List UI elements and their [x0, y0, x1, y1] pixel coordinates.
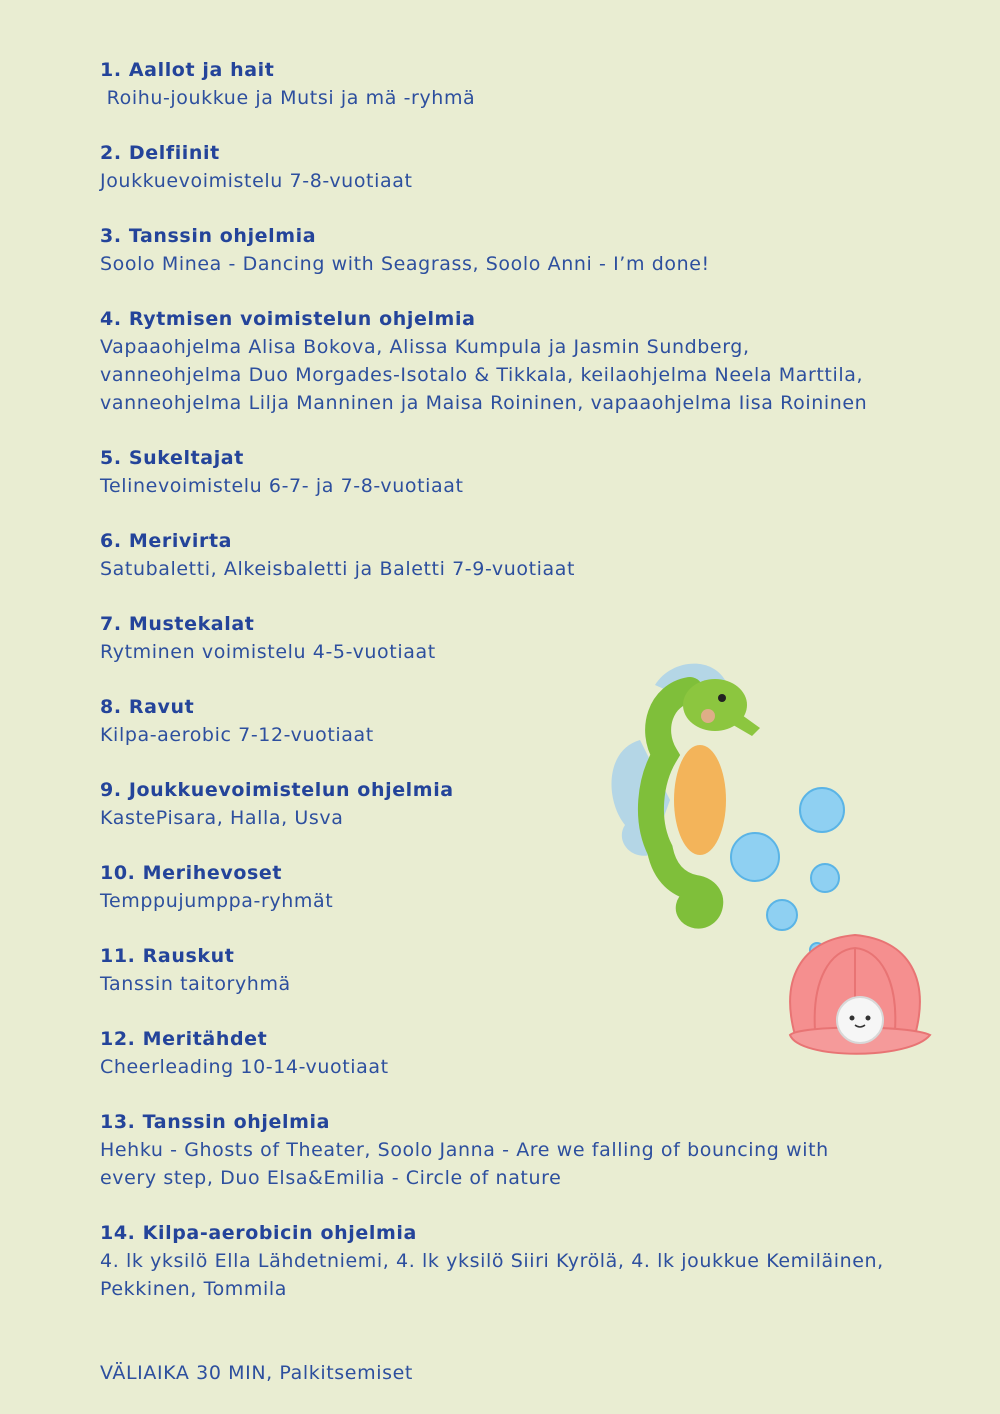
item-title: 5. Sukeltajat: [100, 447, 244, 469]
pearl-shell-icon: [790, 935, 930, 1054]
program-item: [100, 222, 940, 278]
item-title: 4. Rytmisen voimistelun ohjelmia: [100, 308, 476, 330]
item-title: 7. Mustekalat: [100, 613, 255, 635]
item-title: 13. Tanssin ohjelmia: [100, 1111, 331, 1133]
item-title: 8. Ravut: [100, 696, 195, 718]
item-title: 2. Delfiinit: [100, 142, 220, 164]
item-title: 3. Tanssin ohjelmia: [100, 225, 317, 247]
program-item: [100, 56, 940, 112]
program-item: [100, 1108, 940, 1192]
intermission-note: VÄLIAIKA 30 MIN, Palkitsemiset: [100, 1362, 413, 1384]
item-description: Telinevoimistelu 6-7- ja 7-8-vuotiaat: [100, 475, 464, 497]
item-description: Rytminen voimistelu 4-5-vuotiaat: [100, 641, 436, 663]
item-title: 10. Merihevoset: [100, 862, 283, 884]
item-description: 4. lk yksilö Ella Lähdetniemi, 4. lk yksilö Siiri Kyrölä, 4. lk joukkue Kemiläinen, Pekkinen, Tommila: [100, 1250, 884, 1300]
program-item: [100, 139, 940, 195]
program-item: [100, 1219, 940, 1303]
item-description: Joukkuevoimistelu 7-8-vuotiaat: [100, 170, 413, 192]
program-item: [100, 444, 940, 500]
bubbles-icon: [731, 788, 844, 957]
item-description: Cheerleading 10-14-vuotiaat: [100, 1056, 389, 1078]
seahorse-icon: [611, 664, 760, 916]
item-title: 12. Meritähdet: [100, 1028, 268, 1050]
item-description: Vapaaohjelma Alisa Bokova, Alissa Kumpula ja Jasmin Sundberg, vanneohjelma Duo Morgades-Isotalo & Tikkala, keilaohjelma Neela Marttila, vanneohjelma Lilja Manninen ja Maisa Roininen, vapaaohjelma Iisa Roininen: [100, 336, 868, 414]
program-item: [100, 305, 940, 417]
item-title: 14. Kilpa-aerobicin ohjelmia: [100, 1222, 417, 1244]
item-title: 1. Aallot ja hait: [100, 59, 275, 81]
item-description: Tanssin taitoryhmä: [100, 973, 291, 995]
item-description: Soolo Minea - Dancing with Seagrass, Soolo Anni - I’m done!: [100, 253, 710, 275]
item-description: Kilpa-aerobic 7-12-vuotiaat: [100, 724, 374, 746]
item-description: KastePisara, Halla, Usva: [100, 807, 344, 829]
item-description: Hehku - Ghosts of Theater, Soolo Janna - Are we falling of bouncing with every step, Duo Elsa&Emilia - Circle of nature: [100, 1139, 829, 1189]
seahorse-shell-illustration: [600, 650, 950, 1080]
item-title: 9. Joukkuevoimistelun ohjelmia: [100, 779, 454, 801]
item-title: 11. Rauskut: [100, 945, 235, 967]
item-title: 6. Merivirta: [100, 530, 233, 552]
program-item: [100, 527, 940, 583]
item-description: Satubaletti, Alkeisbaletti ja Baletti 7-9-vuotiaat: [100, 558, 576, 580]
item-description: Temppujumppa-ryhmät: [100, 890, 334, 912]
item-description: Roihu-joukkue ja Mutsi ja mä -ryhmä: [100, 87, 476, 109]
